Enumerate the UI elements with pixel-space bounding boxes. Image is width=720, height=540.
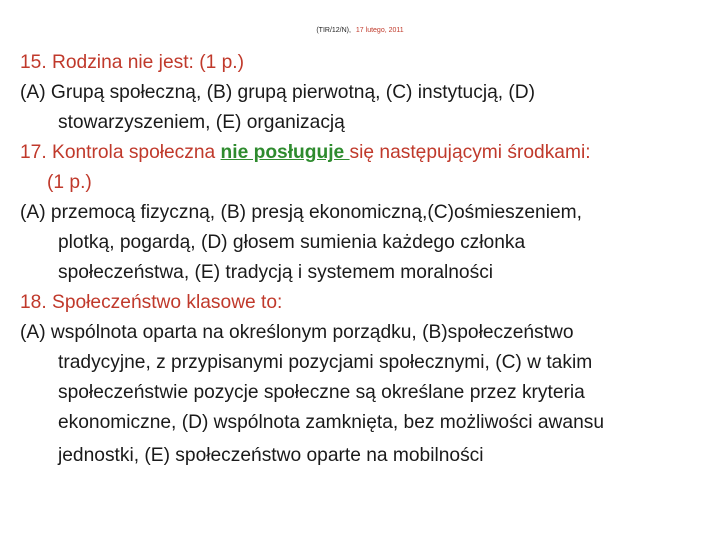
slide-header [0, 27, 720, 34]
question-18 [20, 288, 710, 318]
question-text: Społeczeństwo klasowe to: [46, 292, 283, 313]
question-text-after: się następującymi środkami: [349, 142, 591, 163]
question-17-points: (1 p.) [47, 172, 92, 193]
question-number: 18. [20, 292, 47, 313]
answers-18-line-2: tradycyjne, z przypisanymi pozycjami społecznymi, (C) w takim [58, 352, 593, 373]
question-text-before: Kontrola społeczna [46, 142, 221, 163]
answers-15-line-1: (A) Grupą społeczną, (B) grupą pierwotną, (C) instytucją, (D) [20, 82, 536, 103]
answers-17-line-1: (A) przemocą fizyczną, (B) presją ekonomiczną,(C)ośmieszeniem, [20, 202, 582, 223]
answers-17-line-3: społeczeństwa, (E) tradycją i systemem moralności [58, 262, 494, 283]
question-number: 15. [20, 52, 47, 73]
question-15 [20, 48, 710, 78]
answers-18-line-4: ekonomiczne, (D) wspólnota zamknięta, bez możliwości awansu [58, 412, 605, 433]
header-code: (TIR/12/N), [316, 27, 353, 34]
answers-18-line-3: społeczeństwie pozycje społeczne są określane przez kryteria [58, 382, 585, 403]
question-17 [20, 138, 710, 168]
question-highlight: nie posługuje [220, 142, 350, 163]
answers-15-line-2: stowarzyszeniem, (E) organizacją [58, 112, 345, 133]
answers-17-line-2: plotką, pogardą, (D) głosem sumienia każdego członka [58, 232, 526, 253]
question-text: Rodzina nie jest: (1 p.) [46, 52, 244, 73]
question-number: 17. [20, 142, 47, 163]
answers-18-line-1: (A) wspólnota oparta na określonym porządku, (B)społeczeństwo [20, 322, 574, 343]
quiz-content [20, 48, 710, 471]
answers-18-line-5: jednostki, (E) społeczeństwo oparte na mobilności [58, 445, 484, 466]
header-date: 17 lutego, 2011 [355, 27, 404, 34]
